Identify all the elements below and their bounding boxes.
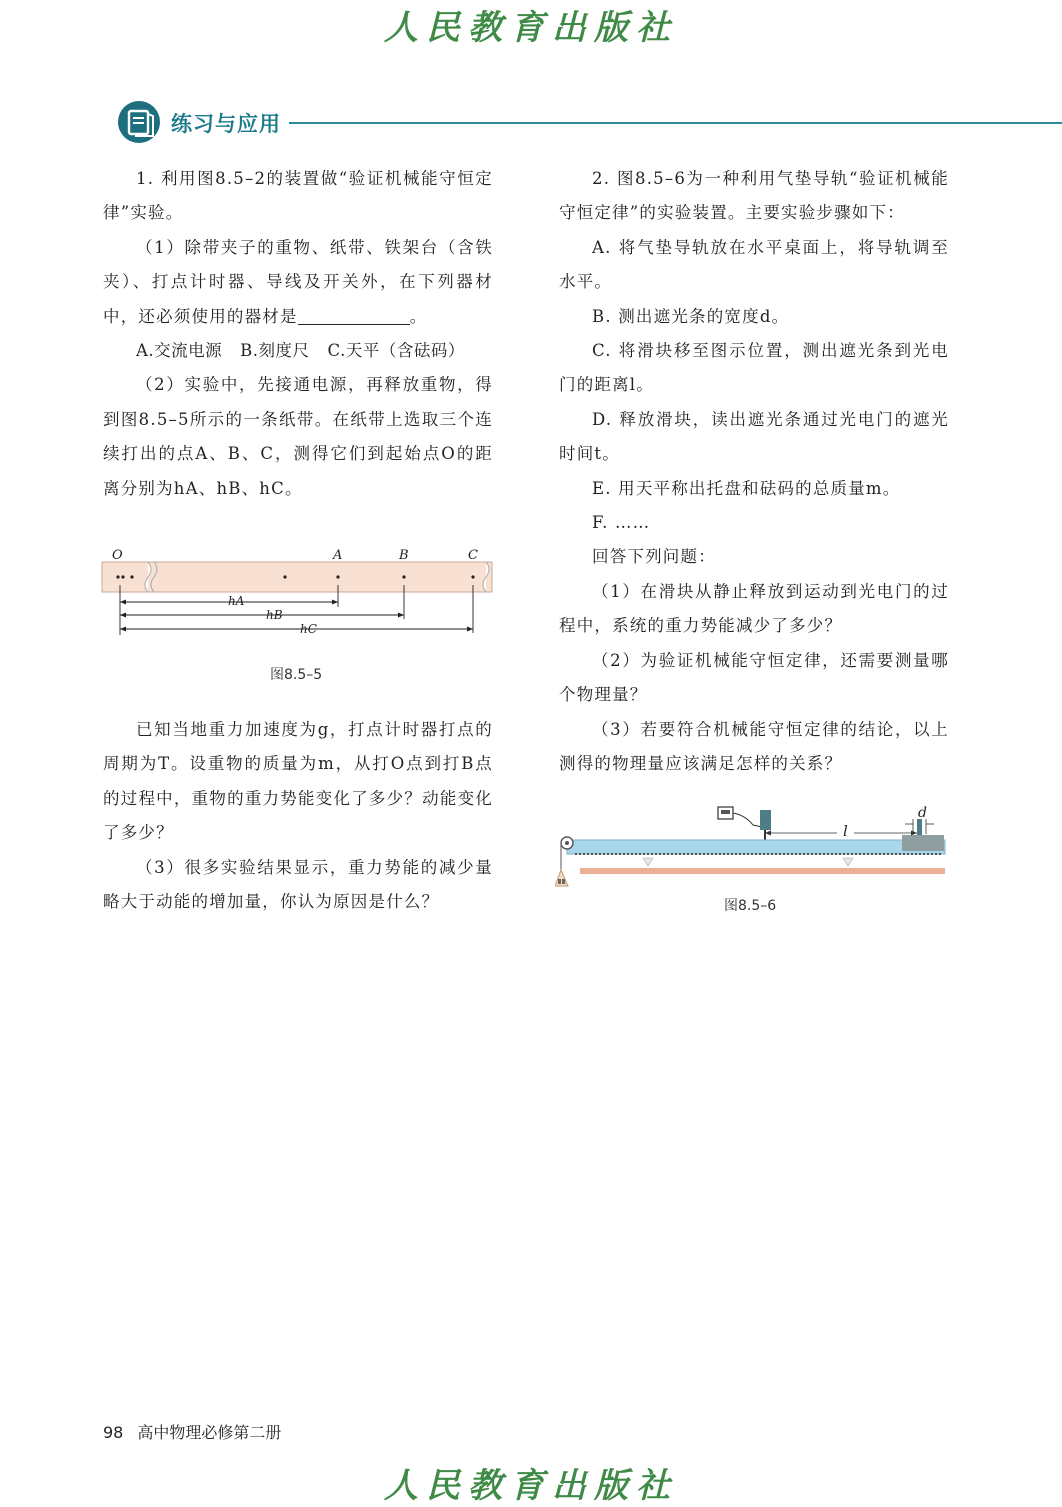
q1-part1 (103, 231, 493, 334)
q2-question-2: （2）为验证机械能守恒定律，还需要测量哪个物理量？ (559, 650, 949, 705)
q2-prompt: 回答下列问题： (592, 547, 716, 567)
option-b: B.刻度尺 (240, 341, 310, 361)
width-d-label: d (918, 805, 927, 821)
measure-ha-label: hA (228, 594, 245, 608)
q2-step-f: F. …… (592, 513, 651, 533)
q2-step-b: B. 测出遮光条的宽度d。 (592, 306, 790, 326)
q2-step-a: A. 将气垫导轨放在水平桌面上，将导轨调至水平。 (559, 237, 949, 292)
q2-step-e: E. 用天平称出托盘和砝码的总质量m。 (592, 478, 901, 498)
book-icon (117, 100, 161, 144)
point-o-label: O (112, 548, 123, 563)
section-title: 练习与应用 (171, 112, 281, 136)
q2-question-1: （1）在滑块从静止释放到运动到光电门的过程中，系统的重力势能减少了多少？ (559, 581, 949, 636)
q1-part3: （3）很多实验结果显示，重力势能的减少量略大于动能的增加量，你认为原因是什么？ (103, 857, 493, 912)
section-divider (289, 122, 1062, 124)
page-number: 98 (103, 1423, 124, 1442)
question-1 (103, 162, 493, 506)
q1-part1-text: （1）除带夹子的重物、纸带、铁架台（含铁夹）、打点计时器、导线及开关外，在下列器材中，还必须使用的器材是 (103, 237, 493, 326)
q1-part1-end: 。 (409, 306, 428, 326)
option-c: C.天平（含砝码） (327, 341, 465, 361)
figure-caption-8-5-5: 图8.5–5 (270, 667, 323, 683)
question-2 (559, 162, 949, 781)
book-title: 高中物理必修第二册 (137, 1423, 282, 1442)
publisher-logo-top: 人民教育出版社 (384, 8, 678, 48)
figure-caption-8-5-6: 图8.5–6 (724, 898, 777, 914)
q2-question-3: （3）若要符合机械能守恒定律的结论，以上测得的物理量应该满足怎样的关系？ (559, 719, 949, 773)
q1-stem: 1. 利用图8.5–2的装置做“验证机械能守恒定律”实验。 (103, 169, 493, 223)
page-footer (103, 1420, 281, 1443)
answer-blank (298, 307, 410, 325)
section-header (117, 100, 1062, 146)
q2-stem: 2. 图8.5–6为一种利用气垫导轨“验证机械能守恒定律”的实验装置。主要实验步骤如下： (559, 169, 949, 223)
point-b-label: B (399, 548, 409, 563)
option-a: A.交流电源 (136, 341, 223, 361)
q2-step-d: D. 释放滑块，读出遮光条通过光电门的遮光时间t。 (559, 409, 949, 464)
measure-hc-label: hC (300, 622, 317, 636)
measure-hb-label: hB (266, 608, 283, 622)
point-c-label: C (468, 548, 478, 563)
q2-step-c: C. 将滑块移至图示位置，测出遮光条到光电门的距离l。 (559, 341, 949, 395)
paper-tape-figure (100, 545, 500, 645)
q1-part2: （2）实验中，先接通电源，再释放重物，得到图8.5–5所示的一条纸带。在纸带上选取三个连续打出的点A、B、C，测得它们到起始点O的距离分别为hA、hB、hC。 (103, 375, 493, 498)
publisher-logo-bottom: 人民教育出版社 (384, 1466, 678, 1506)
question-1-continued (103, 713, 493, 919)
air-track-figure (555, 800, 950, 890)
q1-para2: 已知当地重力加速度为g，打点计时器打点的周期为T。设重物的质量为m，从打O点到打B点的过程中，重物的重力势能变化了多少？动能变化了多少？ (103, 720, 493, 843)
distance-l-label: l (843, 822, 848, 840)
point-a-label: A (333, 548, 343, 563)
q1-options (103, 334, 493, 368)
